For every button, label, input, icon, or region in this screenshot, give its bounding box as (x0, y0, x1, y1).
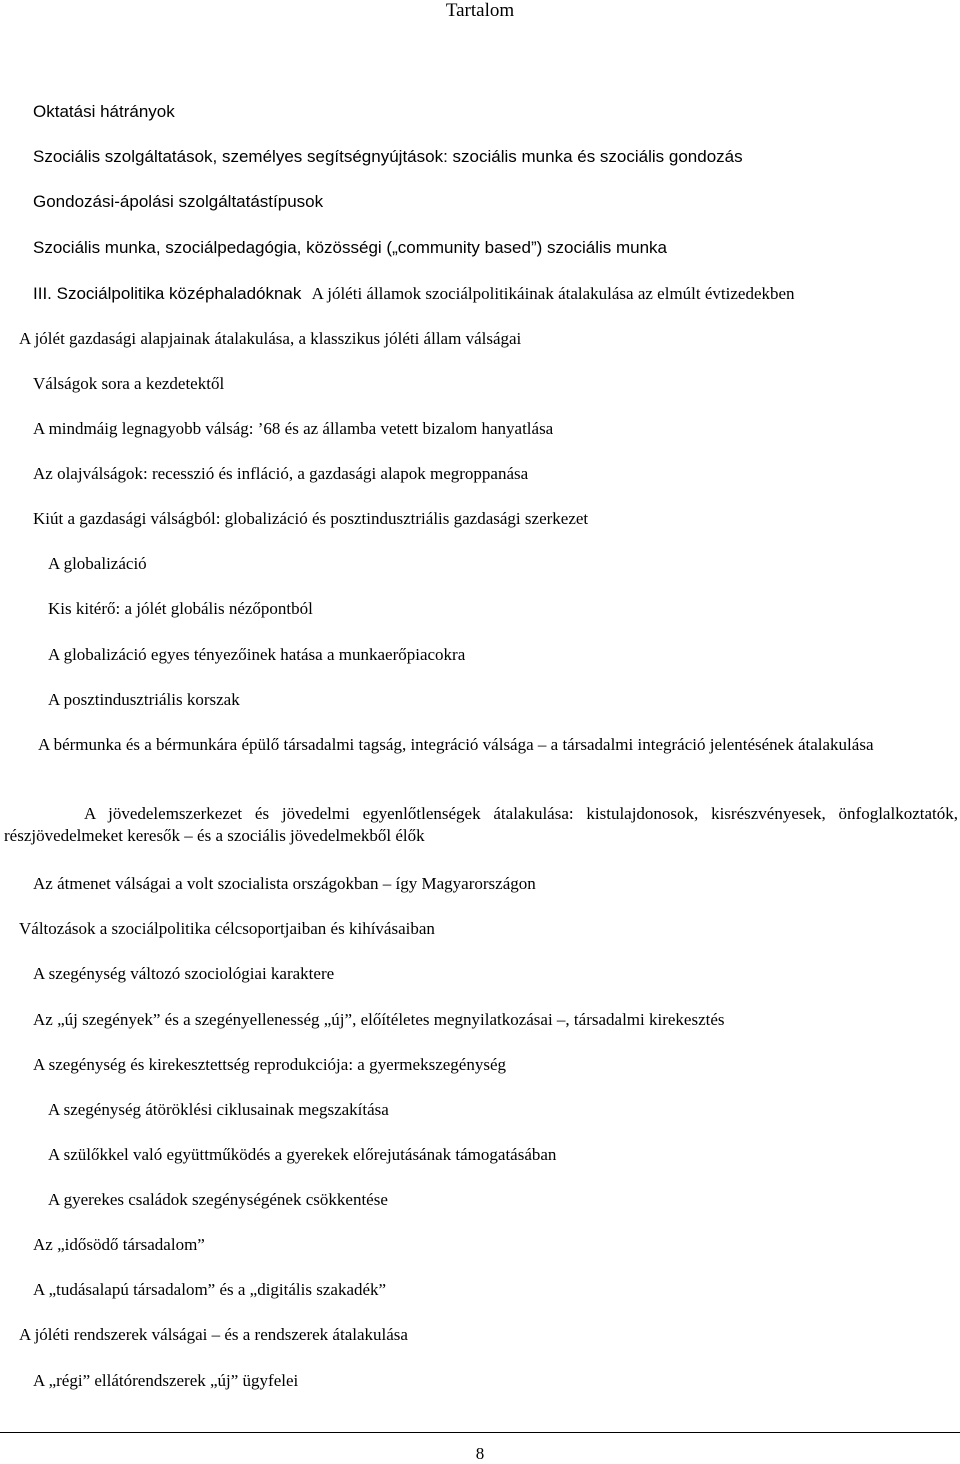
toc-entry[interactable]: Az átmenet válságai a volt szocialista országokban – így Magyarországon (33, 874, 536, 893)
toc-entry[interactable]: A posztindusztriális korszak (48, 690, 240, 709)
toc-entry[interactable]: Az olajválságok: recesszió és infláció, a gazdasági alapok megroppanása (33, 464, 529, 483)
toc-entry[interactable]: Szociális munka, szociálpedagógia, közösségi („community based”) szociális munka (33, 238, 667, 257)
toc-entry[interactable]: A „régi” ellátórendszerek „új” ügyfelei (33, 1371, 299, 1390)
footer-divider (0, 1432, 960, 1433)
toc-entry[interactable]: Válságok sora a kezdetektől (33, 374, 225, 393)
page-header: Tartalom (445, 0, 515, 21)
toc-entry[interactable]: Kis kitérő: a jólét globális nézőpontból (48, 599, 313, 618)
toc-entry[interactable]: A globalizáció (48, 554, 147, 573)
toc-entry[interactable]: A mindmáig legnagyobb válság: ’68 és az államba vetett bizalom hanyatlása (33, 419, 554, 438)
toc-entry[interactable]: Kiút a gazdasági válságból: globalizáció és posztindusztriális gazdasági szerkezet (33, 509, 589, 528)
toc-part-subtitle: A jóléti államok szociálpolitikáinak átalakulása az elmúlt évtizedekben (311, 284, 795, 303)
toc-entry-part-heading[interactable] (33, 283, 795, 305)
toc-entry[interactable]: A szegénység változó szociológiai karaktere (33, 964, 335, 983)
toc-entry[interactable]: Változások a szociálpolitika célcsoportjaiban és kihívásaiban (19, 919, 435, 938)
toc-entry[interactable]: A gyerekes családok szegénységének csökkentése (48, 1190, 388, 1209)
toc-entry[interactable]: A jólét gazdasági alapjainak átalakulása, a klasszikus jóléti állam válságai (19, 329, 522, 348)
toc-entry[interactable]: A jóléti rendszerek válságai – és a rendszerek átalakulása (19, 1325, 408, 1344)
toc-part-title: III. Szociálpolitika középhaladóknak (33, 284, 302, 303)
toc-entry[interactable]: A szegénység átöröklési ciklusainak megszakítása (48, 1100, 389, 1119)
toc-entry[interactable]: Az „idősödő társadalom” (33, 1235, 205, 1254)
toc-entry[interactable]: Gondozási-ápolási szolgáltatástípusok (33, 192, 324, 211)
toc-entry[interactable]: Oktatási hátrányok (33, 102, 175, 121)
toc-entry[interactable]: A globalizáció egyes tényezőinek hatása a munkaerőpiacokra (48, 645, 466, 664)
toc-entry[interactable]: A jövedelemszerkezet és jövedelmi egyenlőtlenségek átalakulása: kistulajdonosok, kisrészvényesek, önfoglalkoztatók, részjövedelmeket keresők – és a szociális jövedelmekből élők (4, 804, 958, 845)
page-number: 8 (475, 1444, 485, 1463)
toc-entry[interactable]: A szegénység és kirekesztettség reprodukciója: a gyermekszegénység (33, 1055, 506, 1074)
toc-entry[interactable]: Szociális szolgáltatások, személyes segítségnyújtások: szociális munka és szociális gondozás (33, 147, 743, 166)
toc-entry[interactable]: A „tudásalapú társadalom” és a „digitális szakadék” (33, 1280, 387, 1299)
toc-entry[interactable]: Az „új szegények” és a szegényellenesség „új”, előítéletes megnyilatkozásai –, társadalmi kirekesztés (33, 1010, 725, 1029)
toc-entry[interactable]: A szülőkkel való együttműködés a gyerekek előrejutásának támogatásában (48, 1145, 557, 1164)
toc-entry[interactable]: A bérmunka és a bérmunkára épülő társadalmi tagság, integráció válsága – a társadalmi integráció jelentésének átalakulása (38, 735, 874, 754)
